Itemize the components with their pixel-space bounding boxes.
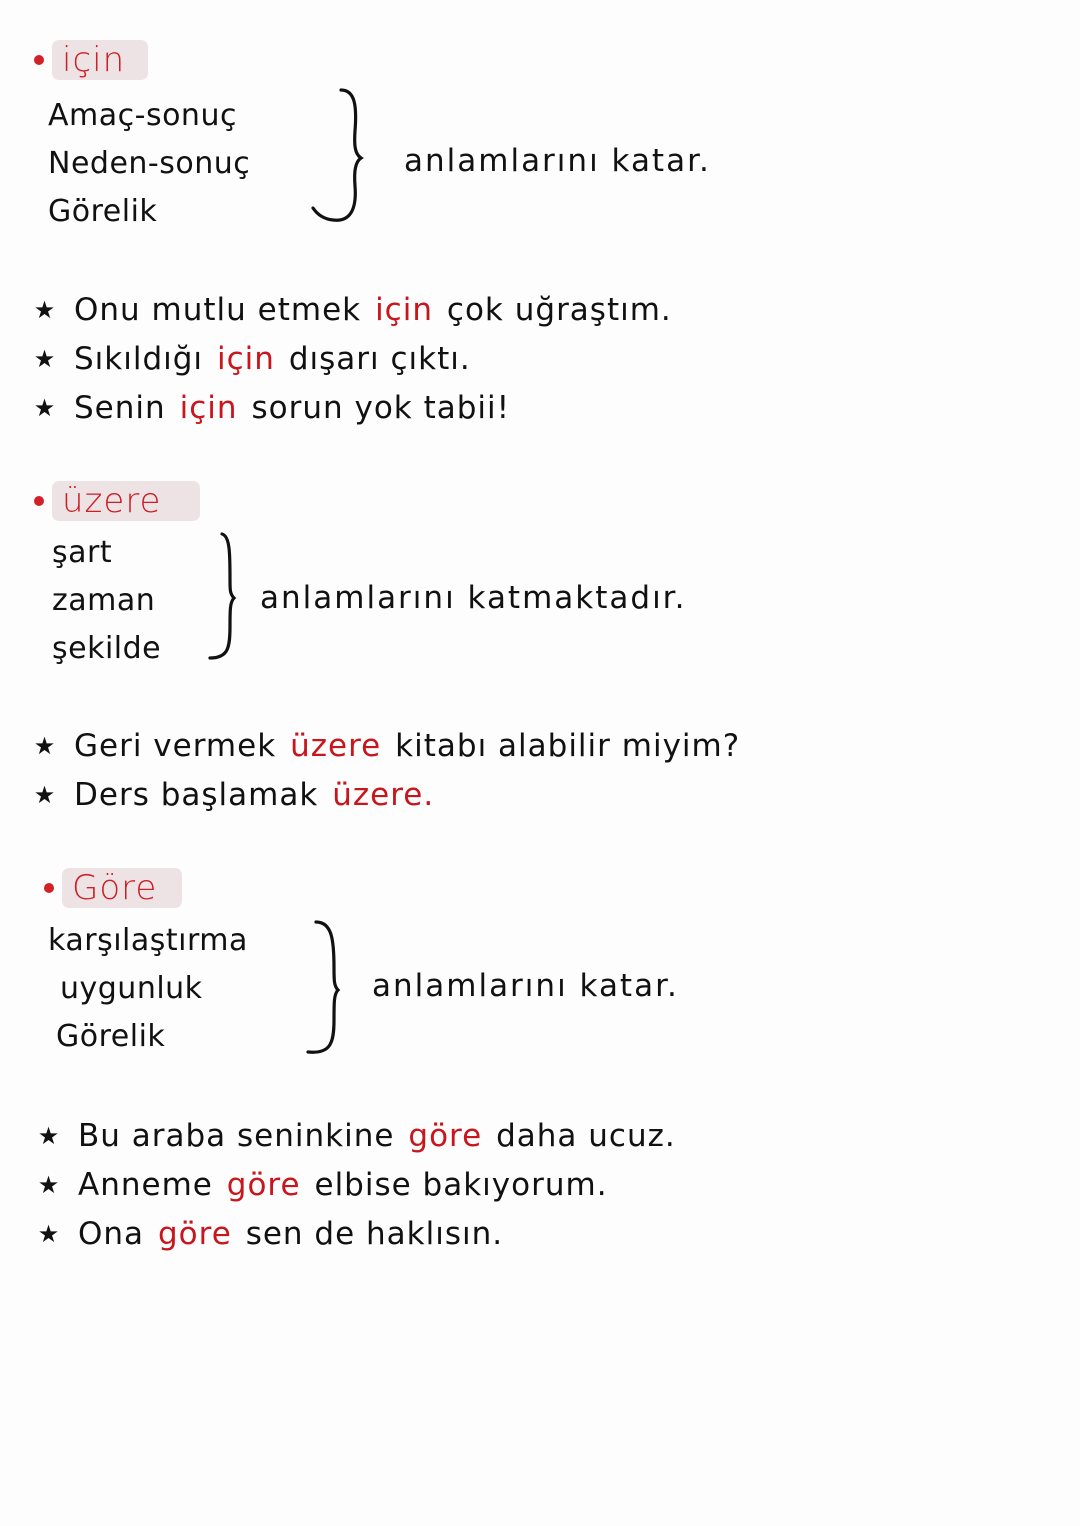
star-icon: ★	[33, 732, 57, 760]
example-text: sen de haklısın.	[245, 1216, 504, 1252]
example-text: Geri vermek	[74, 728, 277, 764]
example-text: Ona	[78, 1216, 145, 1252]
example-text: Onu mutlu etmek	[74, 292, 362, 328]
bullet-dot-icon	[44, 883, 54, 893]
star-icon: ★	[37, 1220, 61, 1248]
example-sentence	[30, 722, 740, 771]
example-text: Ders başlamak	[74, 777, 319, 813]
star-icon: ★	[33, 781, 57, 809]
heading-label: üzere	[52, 481, 200, 521]
bullet-dot-icon	[34, 55, 44, 65]
example-sentence	[30, 286, 672, 335]
meaning-item: Görelik	[56, 1019, 166, 1054]
brace-caption: anlamlarını katar.	[404, 143, 711, 179]
meaning-item: şart	[52, 535, 113, 570]
example-sentence	[34, 1112, 676, 1161]
heading-label: için	[52, 40, 148, 80]
example-text: Sıkıldığı	[74, 341, 204, 377]
example-keyword: için	[217, 341, 275, 377]
meaning-item: Amaç-sonuç	[48, 98, 237, 133]
example-text: daha ucuz.	[496, 1118, 676, 1154]
example-keyword: üzere	[332, 777, 424, 813]
brace-caption: anlamlarını katar.	[372, 968, 679, 1004]
meaning-list	[48, 92, 250, 236]
example-keyword: üzere	[290, 728, 382, 764]
section-heading	[34, 40, 148, 80]
example-text: Senin	[74, 390, 166, 426]
example-keyword: için	[179, 390, 238, 426]
star-icon: ★	[33, 345, 57, 373]
example-text: sorun yok tabii!	[251, 390, 511, 426]
example-keyword: göre	[226, 1167, 301, 1203]
section-heading	[34, 481, 200, 521]
example-list	[30, 286, 672, 433]
right-brace-icon	[305, 86, 375, 226]
example-sentence	[34, 1161, 676, 1210]
meaning-item: karşılaştırma	[48, 923, 248, 958]
example-text: Bu araba seninkine	[78, 1118, 395, 1154]
meaning-item: Neden-sonuç	[48, 146, 251, 181]
section-heading	[44, 868, 182, 908]
meaning-item: Görelik	[48, 194, 158, 229]
example-text: kitabı alabilir miyim?	[395, 728, 741, 764]
meaning-list	[52, 529, 161, 673]
brace-caption: anlamlarını katmaktadır.	[260, 580, 687, 616]
example-text: Anneme	[78, 1167, 213, 1203]
star-icon: ★	[33, 296, 57, 324]
meaning-item: zaman	[52, 583, 156, 618]
bullet-dot-icon	[34, 496, 44, 506]
right-brace-icon	[204, 530, 244, 664]
star-icon: ★	[33, 394, 57, 422]
star-icon: ★	[37, 1122, 61, 1150]
example-list	[34, 1112, 676, 1259]
example-keyword: göre	[408, 1118, 483, 1154]
example-sentence	[30, 771, 740, 820]
heading-label: Göre	[62, 868, 182, 908]
meaning-list	[48, 917, 248, 1061]
example-keyword: için	[375, 292, 433, 328]
example-sentence	[30, 335, 672, 384]
example-text: .	[423, 777, 435, 813]
example-text: çok uğraştım.	[446, 292, 672, 328]
example-text: dışarı çıktı.	[288, 341, 471, 377]
meaning-item: şekilde	[52, 631, 162, 666]
example-text: elbise bakıyorum.	[314, 1167, 608, 1203]
right-brace-icon	[300, 916, 350, 1060]
meaning-item: uygunluk	[60, 971, 203, 1006]
star-icon: ★	[37, 1171, 61, 1199]
example-list	[30, 722, 740, 820]
example-keyword: göre	[157, 1216, 232, 1252]
example-sentence	[30, 384, 672, 433]
example-sentence	[34, 1210, 676, 1259]
